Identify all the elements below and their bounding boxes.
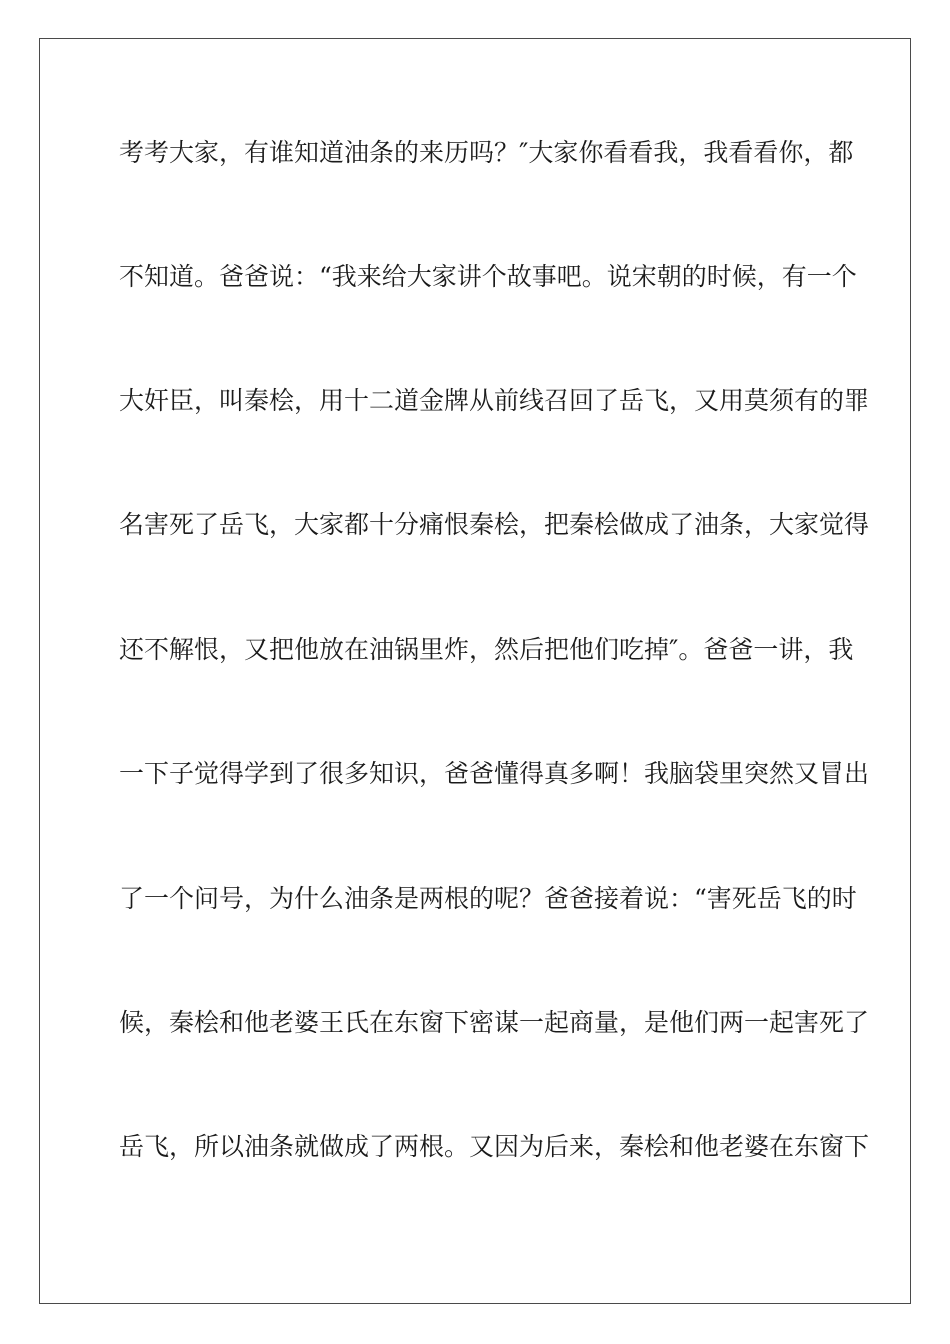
paragraph-line: 了一个问号，为什么油条是两根的呢？爸爸接着说：“害死岳飞的时 xyxy=(119,884,857,913)
paragraph-line: 岳飞，所以油条就做成了两根。又因为后来，秦桧和他老婆在东窗下 xyxy=(119,1132,870,1161)
paragraph-line: 还不解恨，又把他放在油锅里炸，然后把他们吃掉″。爸爸一讲，我 xyxy=(119,635,854,664)
paragraph-line: 大奸臣，叫秦桧，用十二道金牌从前线召回了岳飞，又用莫须有的罪 xyxy=(119,386,870,415)
paragraph-line: 考考大家，有谁知道油条的来历吗？″大家你看看我，我看看你，都 xyxy=(119,138,854,167)
paragraph-line: 不知道。爸爸说：“我来给大家讲个故事吧。说宋朝的时候，有一个 xyxy=(119,262,857,291)
page-border xyxy=(39,38,911,1304)
paragraph-line: 候，秦桧和他老婆王氏在东窗下密谋一起商量，是他们两一起害死了 xyxy=(119,1008,870,1037)
paragraph-line: 一下子觉得学到了很多知识，爸爸懂得真多啊！我脑袋里突然又冒出 xyxy=(119,759,870,788)
paragraph-line: 名害死了岳飞，大家都十分痛恨秦桧，把秦桧做成了油条，大家觉得 xyxy=(119,510,870,539)
